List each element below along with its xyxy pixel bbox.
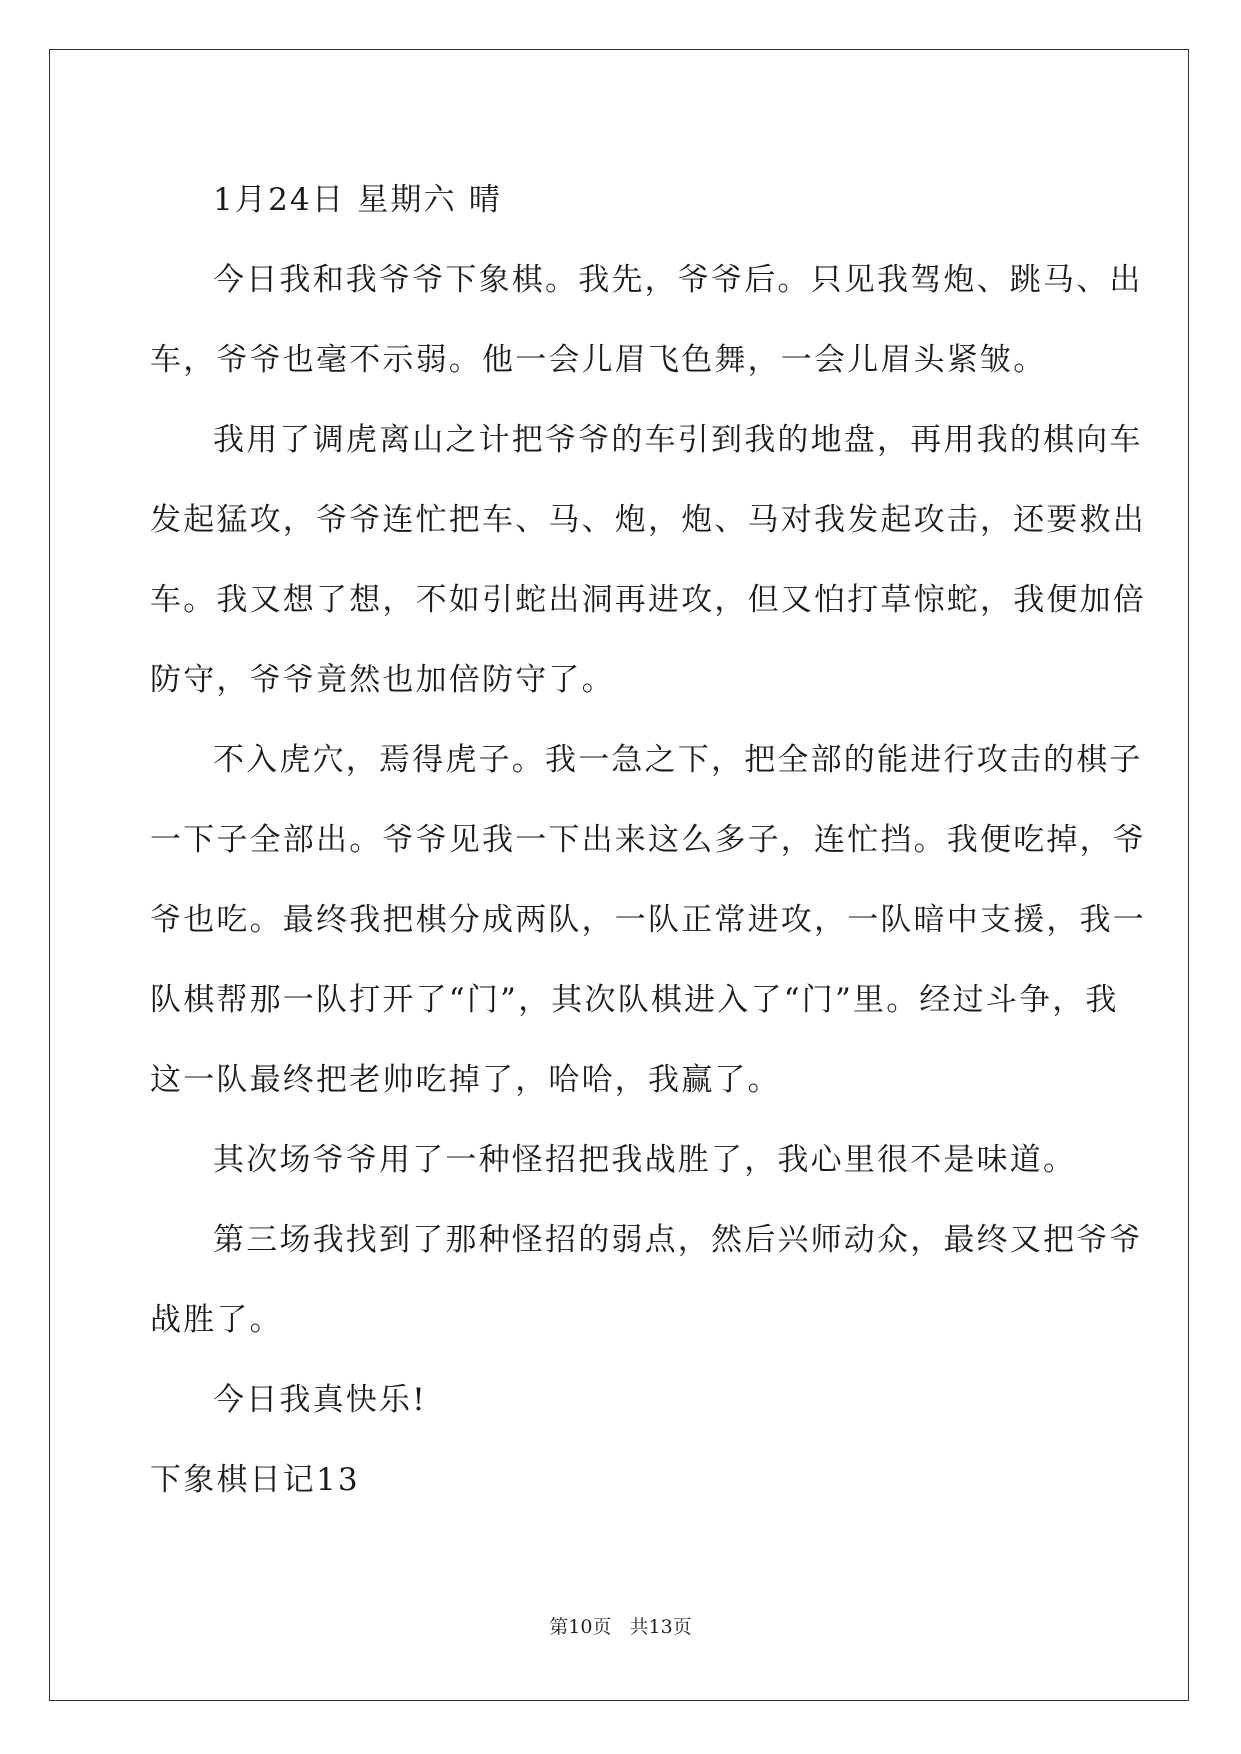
paragraph-line: 第三场我找到了那种怪招的弱点，然后兴师动众，最终又把爷爷 (213, 1222, 1143, 1258)
paragraph-line: 爷也吃。最终我把棋分成两队，一队正常进攻，一队暗中支援，我一 (150, 902, 1146, 938)
next-diary-title: 下象棋日记13 (150, 1462, 360, 1498)
paragraph-line: 防守，爷爷竟然也加倍防守了。 (150, 662, 615, 698)
document-body (150, 160, 1146, 1520)
paragraph-line: 不入虎穴，焉得虎子。我一急之下，把全部的能进行攻击的棋子 (213, 742, 1143, 778)
paragraph-line: 这一队最终把老帅吃掉了，哈哈，我赢了。 (150, 1062, 781, 1098)
paragraph-line: 车，爷爷也毫不示弱。他一会儿眉飞色舞，一会儿眉头紧皱。 (150, 342, 1047, 378)
date-line: 1月24日 星期六 晴 (213, 182, 503, 218)
paragraph-line: 今日我和我爷爷下象棋。我先，爷爷后。只见我驾炮、跳马、出 (213, 262, 1143, 298)
paragraph-line: 我用了调虎离山之计把爷爷的车引到我的地盘，再用我的棋向车 (213, 422, 1143, 458)
page-number-current: 第10页 (549, 1616, 612, 1638)
paragraph-line: 其次场爷爷用了一种怪招把我战胜了，我心里很不是味道。 (213, 1142, 1077, 1178)
page-footer (0, 1612, 1241, 1639)
page-number-total: 共13页 (629, 1616, 692, 1638)
paragraph-line: 一下子全部出。爷爷见我一下出来这么多子，连忙挡。我便吃掉，爷 (150, 822, 1146, 858)
paragraph-line: 队棋帮那一队打开了“门”，其次队棋进入了“门”里。经过斗争，我 (150, 982, 1119, 1018)
paragraph-line: 车。我又想了想，不如引蛇出洞再进攻，但又怕打草惊蛇，我便加倍 (150, 582, 1146, 618)
paragraph-line: 战胜了。 (150, 1302, 283, 1338)
paragraph-line: 发起猛攻，爷爷连忙把车、马、炮，炮、马对我发起攻击，还要救出 (150, 502, 1146, 538)
paragraph-line: 今日我真快乐! (213, 1382, 427, 1418)
